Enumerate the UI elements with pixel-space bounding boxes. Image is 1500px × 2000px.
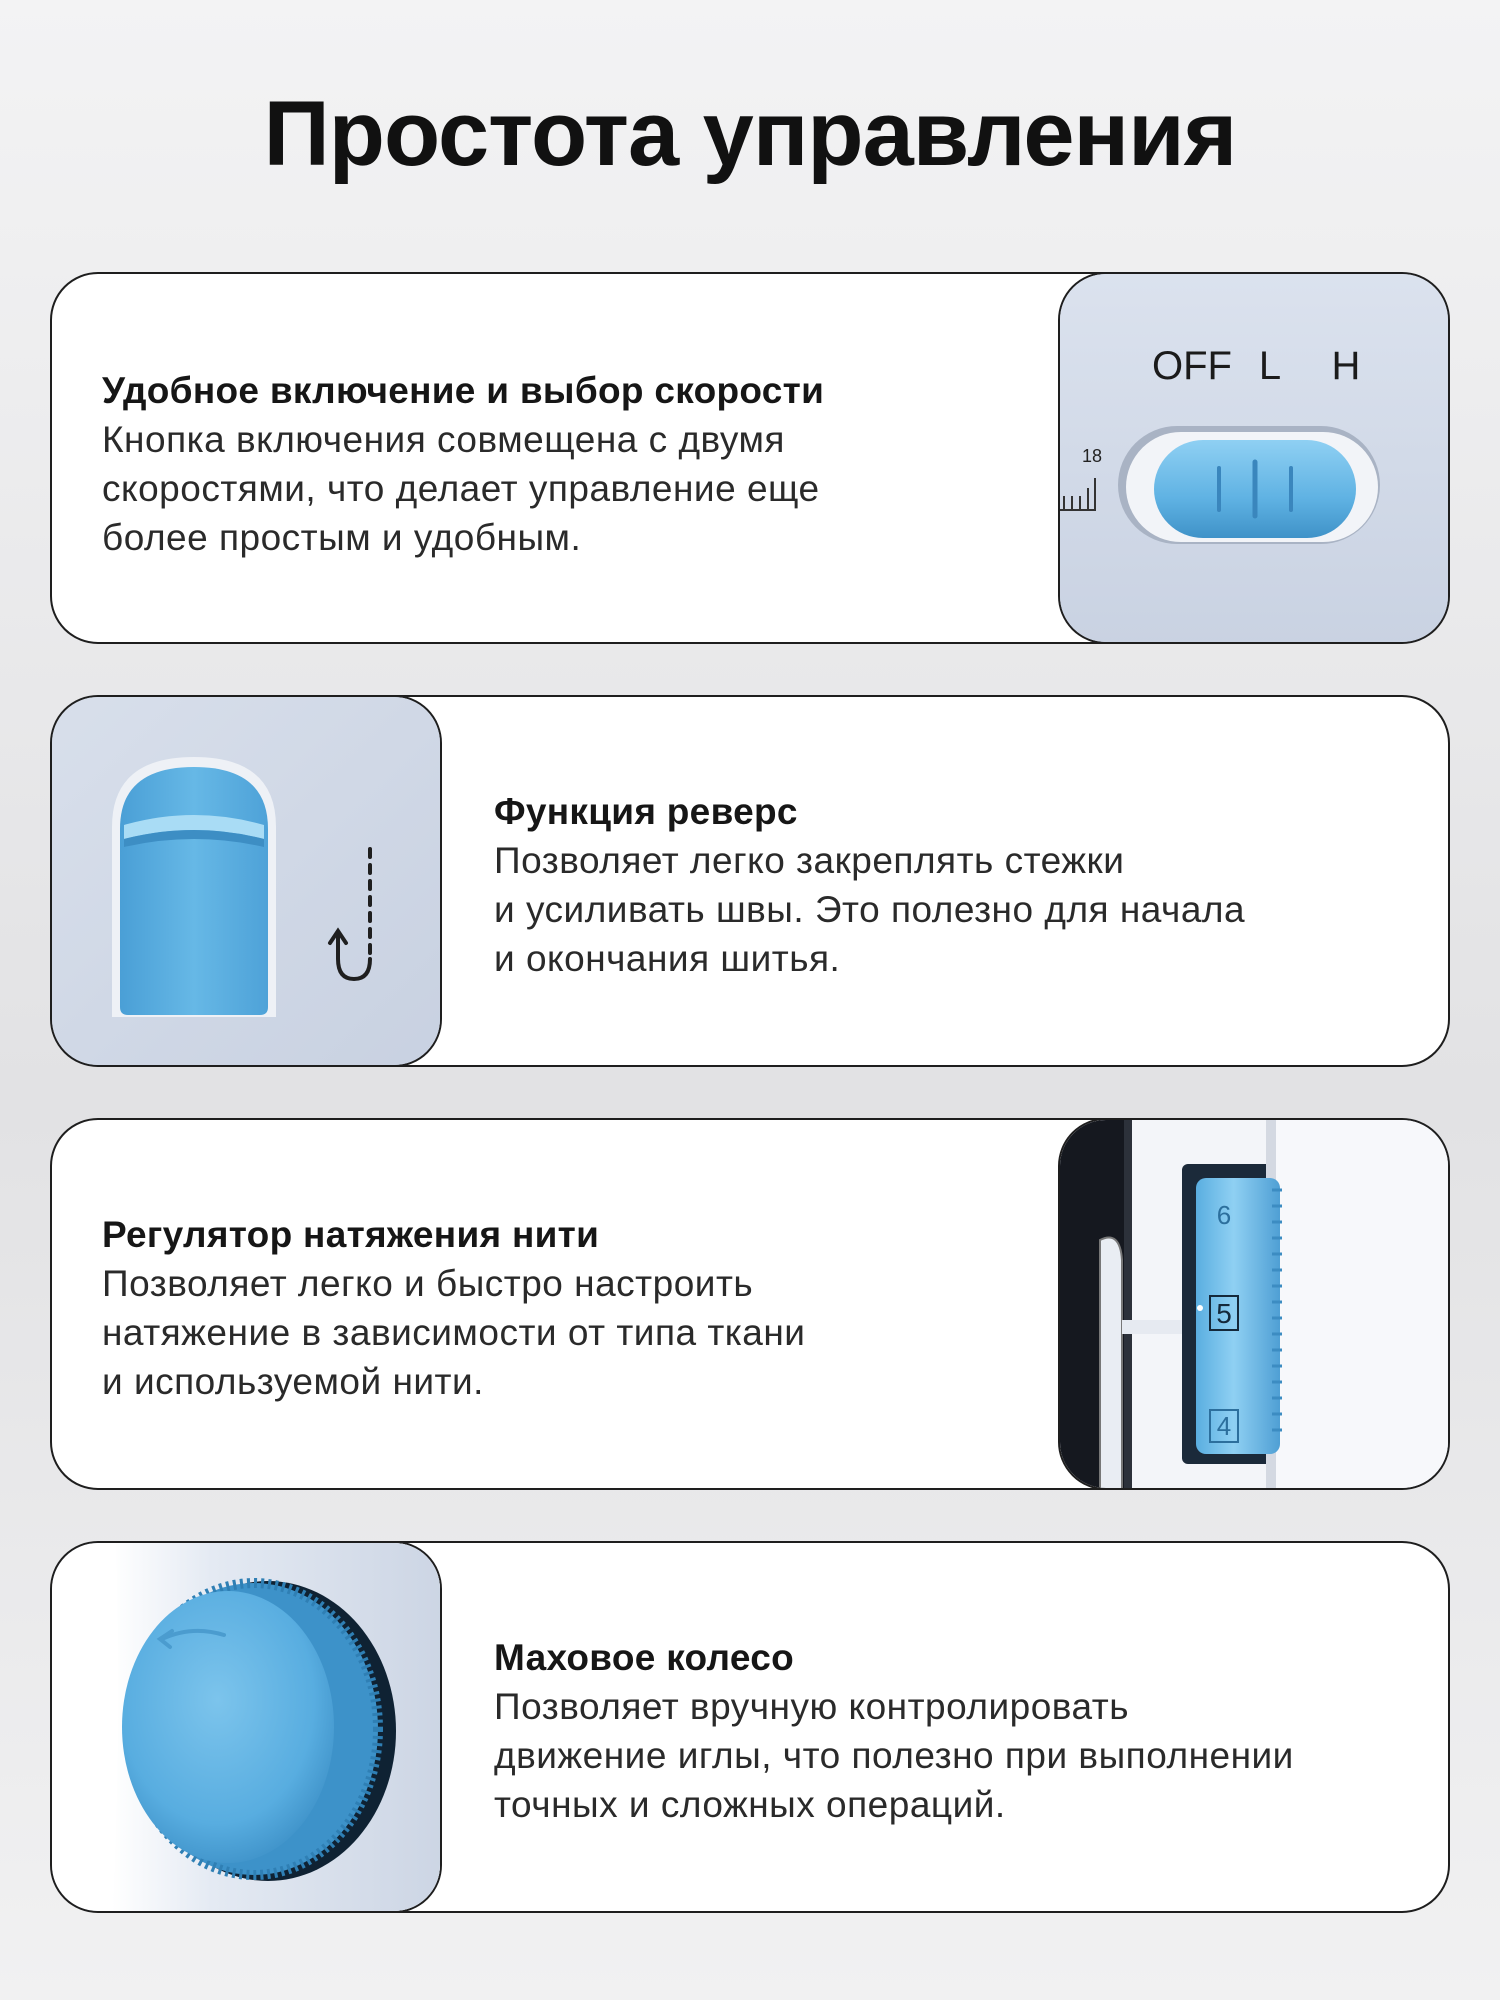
feature-desc-line: и используемой нити.	[102, 1361, 484, 1402]
feature-desc-line: и окончания шитья.	[494, 938, 841, 979]
feature-heading: Регулятор натяжения нити	[102, 1214, 600, 1255]
feature-text	[102, 1210, 805, 1406]
feature-text	[102, 366, 824, 562]
power-switch-photo	[1058, 272, 1450, 644]
handwheel-photo	[50, 1541, 442, 1913]
feature-desc-line: точных и сложных операций.	[494, 1784, 1006, 1825]
label-high: H	[1331, 344, 1361, 388]
feature-card-handwheel	[50, 1541, 1450, 1913]
feature-desc-line: скоростями, что делает управление еще	[102, 468, 820, 509]
feature-text	[494, 1633, 1294, 1829]
feature-desc-line: и усиливать швы. Это полезно для начала	[494, 889, 1246, 930]
dial-number-6: 6	[1216, 1200, 1232, 1230]
feature-desc-line: Позволяет вручную контролировать	[494, 1686, 1130, 1727]
reverse-lever-photo	[50, 695, 442, 1067]
feature-heading: Маховое колесо	[494, 1637, 795, 1678]
feature-card-power-switch	[50, 272, 1450, 644]
feature-desc-line: движение иглы, что полезно при выполнении	[494, 1735, 1294, 1776]
feature-heading: Удобное включение и выбор скорости	[102, 370, 825, 411]
reverse-lever	[120, 767, 268, 1015]
feature-desc-line: натяжение в зависимости от типа ткани	[102, 1312, 806, 1353]
label-off: OFF	[1152, 344, 1232, 388]
feature-desc-line: более простым и удобным.	[102, 517, 582, 558]
feature-text	[494, 787, 1245, 983]
feature-heading: Функция реверс	[494, 791, 798, 832]
scale-label: 18	[1081, 446, 1103, 466]
tension-dial-photo	[1058, 1118, 1450, 1490]
dial-number-4: 4	[1216, 1411, 1232, 1441]
label-low: L	[1258, 344, 1282, 388]
page-title: Простота управления	[263, 83, 1237, 185]
feature-desc-line: Кнопка включения совмещена с двумя	[102, 419, 785, 460]
feature-card-reverse	[50, 695, 1450, 1067]
dial-number-5: 5	[1216, 1298, 1232, 1329]
feature-desc-line: Позволяет легко закреплять стежки	[494, 840, 1125, 881]
feature-desc-line: Позволяет легко и быстро настроить	[102, 1263, 754, 1304]
feature-card-tension	[50, 1118, 1450, 1490]
